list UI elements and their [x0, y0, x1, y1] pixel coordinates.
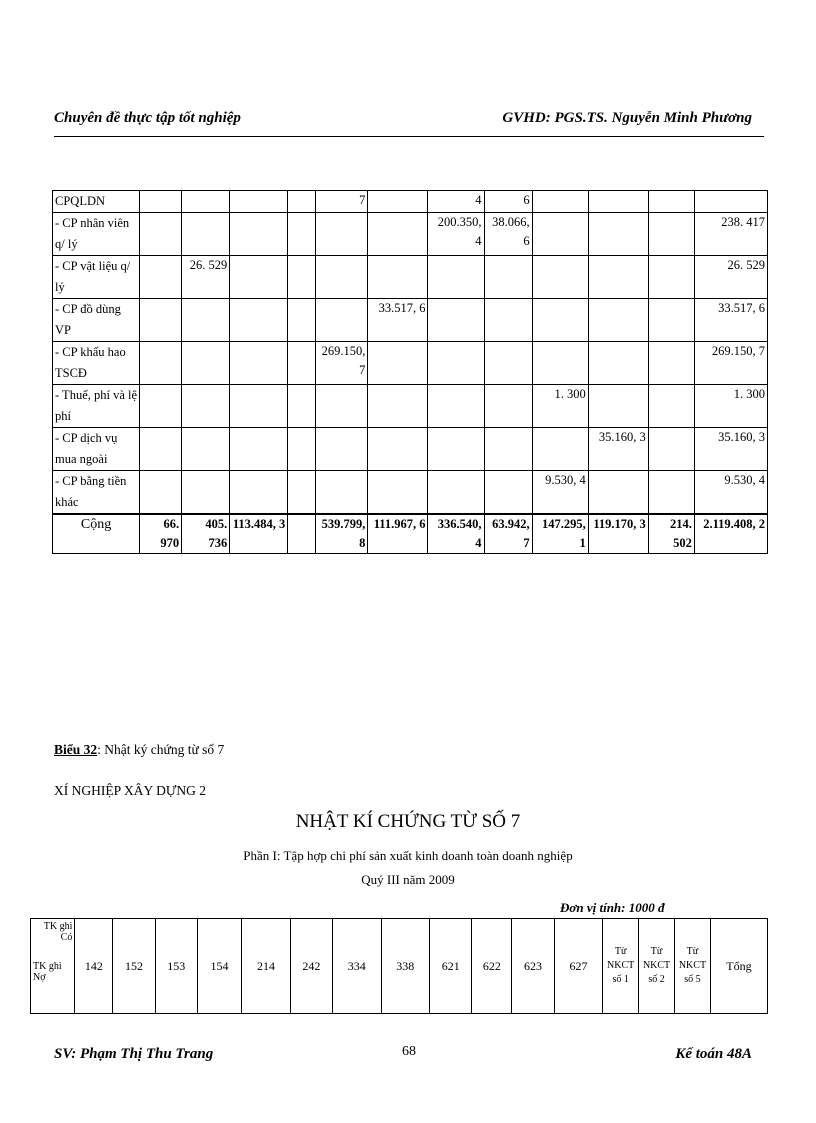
table-cell: 269.150, 7 — [316, 342, 368, 385]
table-cell — [316, 471, 368, 515]
table-cell — [428, 342, 484, 385]
table-cell — [532, 191, 588, 213]
table-cell — [428, 256, 484, 299]
table-cell — [182, 213, 230, 256]
table-cell: 9.530, 4 — [532, 471, 588, 515]
table-cell: 9.530, 4 — [694, 471, 767, 515]
table-cell — [140, 471, 182, 515]
table-cell: 7 — [316, 191, 368, 213]
cost-table — [52, 190, 768, 554]
table-cell — [694, 191, 767, 213]
column-header: 338 — [381, 919, 430, 1014]
table-row — [53, 191, 768, 213]
table-cell: 26. 529 — [182, 256, 230, 299]
table-cell — [368, 385, 428, 428]
column-header: 621 — [430, 919, 472, 1014]
table-cell — [288, 514, 316, 554]
journal-period: Quý III năm 2009 — [361, 872, 455, 887]
table-cell — [230, 191, 288, 213]
table-cell — [230, 428, 288, 471]
row-label: Cộng — [53, 514, 140, 554]
table-cell — [182, 191, 230, 213]
table-cell: 539.799, 8 — [316, 514, 368, 554]
table-cell: 111.967, 6 — [368, 514, 428, 554]
company-name: XÍ NGHIỆP XÂY DỰNG 2 — [54, 783, 206, 798]
table-cell: 26. 529 — [694, 256, 767, 299]
table-cell — [368, 342, 428, 385]
column-header: 153 — [155, 919, 197, 1014]
table-cell — [484, 256, 532, 299]
table-cell: 35.160, 3 — [694, 428, 767, 471]
column-header: Từ NKCT số 1 — [603, 919, 639, 1014]
table-row — [53, 428, 768, 471]
table-cell — [648, 191, 694, 213]
header-divider — [54, 136, 764, 137]
table-cell — [140, 256, 182, 299]
unit-label: Đơn vị tính: 1000 đ — [560, 900, 665, 915]
table-cell: 4 — [428, 191, 484, 213]
table-row — [53, 471, 768, 515]
table-cell — [316, 385, 368, 428]
table-row — [53, 385, 768, 428]
column-header: 142 — [75, 919, 113, 1014]
journal-table — [30, 918, 768, 1014]
row-label: - CP dịch vụ mua ngoài — [53, 428, 140, 471]
table-cell — [368, 471, 428, 515]
column-header: 627 — [554, 919, 603, 1014]
table-cell — [368, 213, 428, 256]
table-cell: 35.160, 3 — [588, 428, 648, 471]
table-cell — [648, 299, 694, 342]
table-cell: 200.350, 4 — [428, 213, 484, 256]
row-label: - CP đồ dùng VP — [53, 299, 140, 342]
table-cell — [588, 213, 648, 256]
column-header: 623 — [512, 919, 554, 1014]
table-cell — [140, 213, 182, 256]
row-label: - CP bằng tiền khác — [53, 471, 140, 515]
table-row — [53, 256, 768, 299]
table-cell — [532, 299, 588, 342]
corner-cell — [31, 919, 75, 1014]
table-cell — [428, 385, 484, 428]
table-cell — [230, 256, 288, 299]
table-cell: 214. 502 — [648, 514, 694, 554]
table-cell — [288, 299, 316, 342]
table-cell — [140, 428, 182, 471]
table-cell — [648, 385, 694, 428]
bieu-caption — [54, 742, 224, 758]
header-right: GVHD: PGS.TS. Nguyễn Minh Phương — [502, 110, 752, 126]
table-cell — [230, 342, 288, 385]
table-cell — [648, 213, 694, 256]
column-header: 622 — [472, 919, 512, 1014]
column-header: 214 — [242, 919, 291, 1014]
table-cell — [484, 428, 532, 471]
footer-right: Kế toán 48A — [675, 1046, 752, 1062]
table-cell — [140, 385, 182, 428]
table-cell — [230, 385, 288, 428]
table-cell — [288, 256, 316, 299]
table-cell — [648, 428, 694, 471]
column-header: Từ NKCT số 5 — [675, 919, 711, 1014]
table-cell — [428, 471, 484, 515]
table-cell — [288, 471, 316, 515]
table-cell: 405. 736 — [182, 514, 230, 554]
table-cell: 269.150, 7 — [694, 342, 767, 385]
page-number: 68 — [402, 1044, 416, 1059]
table-cell — [588, 191, 648, 213]
table-cell — [588, 342, 648, 385]
table-cell — [588, 256, 648, 299]
column-header: 152 — [113, 919, 155, 1014]
journal-title: NHẬT KÍ CHỨNG TỪ SỐ 7 — [295, 811, 521, 832]
corner-bottom: TK ghi Nợ — [33, 961, 62, 983]
total-row — [53, 514, 768, 554]
journal-subtitle: Phần I: Tập hợp chi phí sản xuất kinh doanh toàn doanh nghiệp — [243, 848, 573, 863]
cost-table-body — [53, 191, 768, 554]
table-cell: 238. 417 — [694, 213, 767, 256]
column-header: 334 — [332, 919, 381, 1014]
table-cell — [316, 256, 368, 299]
table-cell — [140, 191, 182, 213]
table-row — [53, 213, 768, 256]
table-cell: 113.484, 3 — [230, 514, 288, 554]
row-label: CPQLDN — [53, 191, 140, 213]
table-cell: 119.170, 3 — [588, 514, 648, 554]
table-cell — [288, 191, 316, 213]
row-label: - CP vật liệu q/ lý — [53, 256, 140, 299]
table-cell — [182, 385, 230, 428]
table-cell — [484, 471, 532, 515]
table-cell — [316, 428, 368, 471]
corner-top: TK ghi Có — [43, 921, 73, 943]
table-cell — [182, 428, 230, 471]
table-cell — [368, 191, 428, 213]
table-cell: 33.517, 6 — [368, 299, 428, 342]
column-header: Tổng — [710, 919, 767, 1014]
table-cell — [182, 471, 230, 515]
table-cell — [428, 299, 484, 342]
table-cell — [182, 299, 230, 342]
table-cell: 38.066, 6 — [484, 213, 532, 256]
table-cell — [484, 342, 532, 385]
table-cell — [648, 471, 694, 515]
table-cell — [230, 471, 288, 515]
table-cell: 1. 300 — [694, 385, 767, 428]
table-cell — [368, 256, 428, 299]
table-cell — [484, 299, 532, 342]
table-cell — [288, 342, 316, 385]
table-cell — [648, 256, 694, 299]
row-label: - CP khấu hao TSCĐ — [53, 342, 140, 385]
bieu-text: : Nhật ký chứng từ số 7 — [97, 742, 225, 757]
table-cell — [288, 428, 316, 471]
table-cell — [288, 385, 316, 428]
table-cell — [316, 299, 368, 342]
table-cell — [368, 428, 428, 471]
table-cell — [140, 299, 182, 342]
table-cell — [588, 385, 648, 428]
table-cell: 336.540, 4 — [428, 514, 484, 554]
table-cell — [230, 299, 288, 342]
table-row — [53, 342, 768, 385]
table-cell: 147.295, 1 — [532, 514, 588, 554]
column-header: 242 — [290, 919, 332, 1014]
table-cell — [316, 213, 368, 256]
table-cell — [532, 342, 588, 385]
header-left: Chuyên đề thực tập tốt nghiệp — [54, 110, 241, 126]
table-cell: 2.119.408, 2 — [694, 514, 767, 554]
table-cell — [428, 428, 484, 471]
table-cell — [588, 471, 648, 515]
table-cell: 33.517, 6 — [694, 299, 767, 342]
journal-header-row — [31, 919, 768, 1014]
table-cell — [140, 342, 182, 385]
footer-left: SV: Phạm Thị Thu Trang — [54, 1046, 214, 1062]
table-cell: 63.942, 7 — [484, 514, 532, 554]
table-cell — [588, 299, 648, 342]
table-cell — [532, 213, 588, 256]
table-cell — [230, 213, 288, 256]
table-cell: 6 — [484, 191, 532, 213]
bieu-prefix: Biểu 32 — [54, 742, 98, 757]
table-cell: 66. 970 — [140, 514, 182, 554]
column-header: Từ NKCT số 2 — [639, 919, 675, 1014]
table-cell — [182, 342, 230, 385]
table-cell: 1. 300 — [532, 385, 588, 428]
row-label: - Thuế, phí và lệ phí — [53, 385, 140, 428]
table-row — [53, 299, 768, 342]
row-label: - CP nhân viên q/ lý — [53, 213, 140, 256]
table-cell — [288, 213, 316, 256]
table-cell — [532, 256, 588, 299]
column-header: 154 — [197, 919, 241, 1014]
table-cell — [648, 342, 694, 385]
table-cell — [532, 428, 588, 471]
table-cell — [484, 385, 532, 428]
